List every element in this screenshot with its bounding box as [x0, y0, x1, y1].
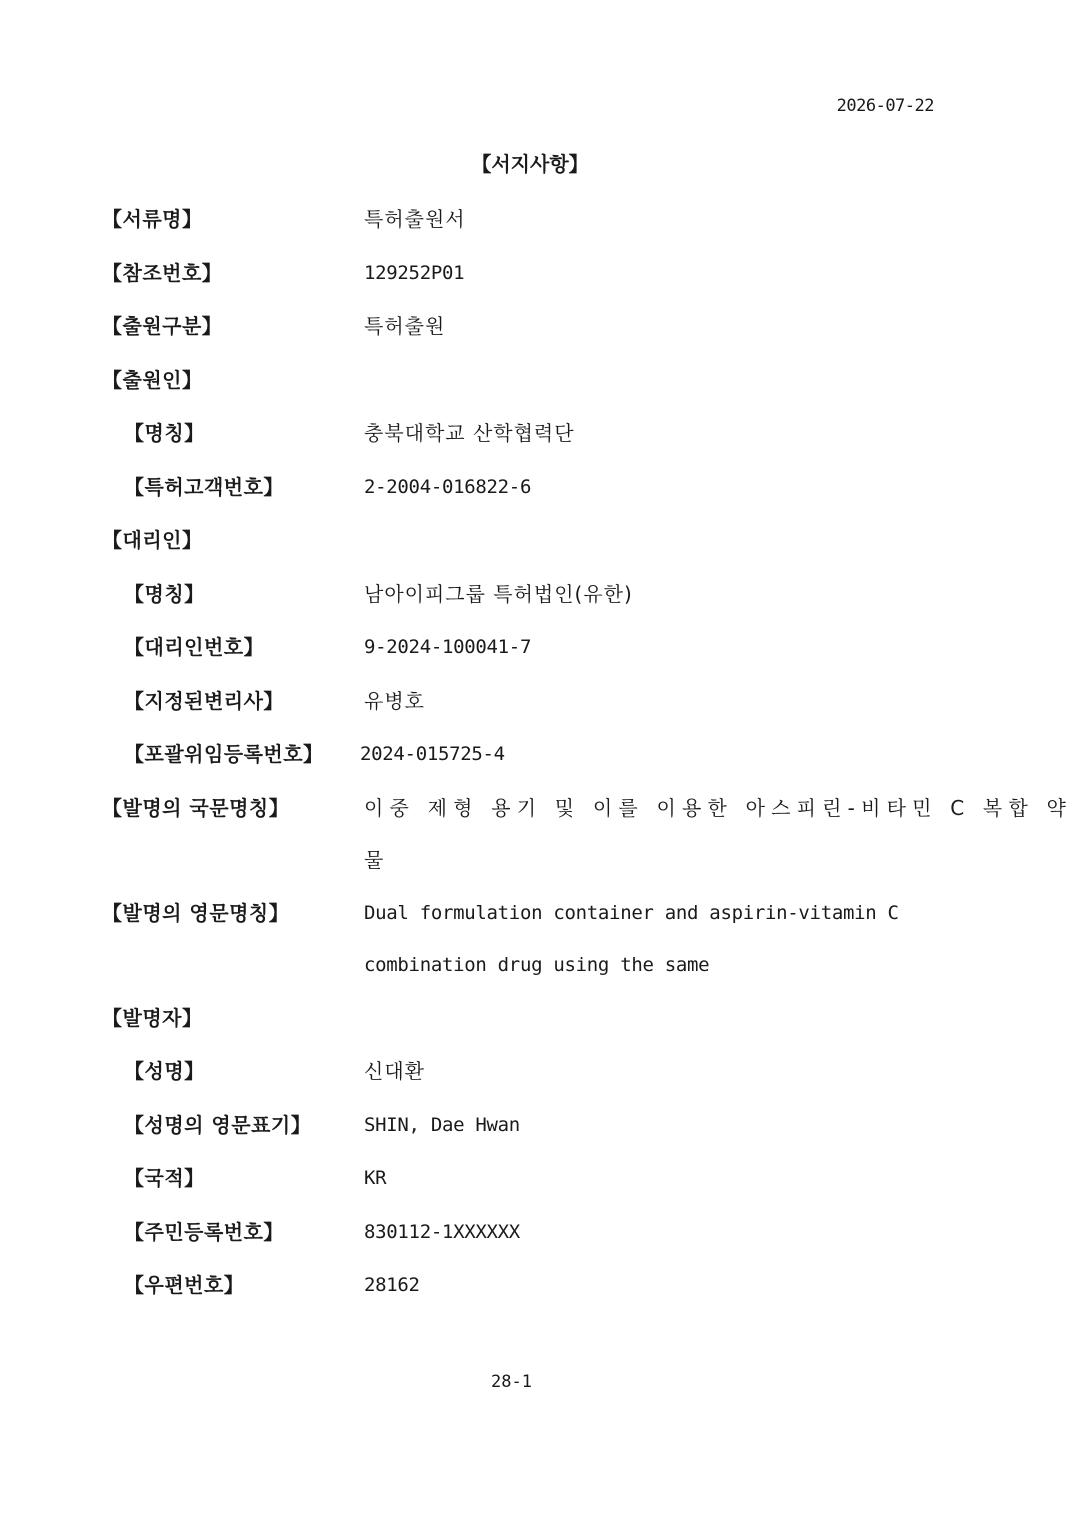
field-value-line2: 물	[364, 848, 385, 872]
field-value-line1: 이중 제형 용기 및 이를 이용한 아스피린-비타민 C 복합 약	[364, 796, 1073, 820]
field-value-line2: combination drug using the same	[364, 954, 710, 976]
document-date: 2026-07-22	[836, 96, 934, 116]
field-label: 【우편번호】	[124, 1273, 245, 1297]
field-value: KR	[364, 1167, 387, 1189]
field-value: 특허출원서	[364, 207, 466, 231]
field-label: 【성명의 영문표기】	[124, 1113, 312, 1137]
field-label: 【주민등록번호】	[124, 1220, 284, 1244]
field-label: 【지정된변리사】	[124, 689, 284, 713]
field-value: SHIN, Dae Hwan	[364, 1114, 520, 1136]
section-label: 【대리인】	[102, 528, 203, 552]
field-label: 【서류명】	[102, 207, 203, 231]
field-value: 충북대학교 산학협력단	[364, 421, 575, 445]
section-label: 【출원인】	[102, 368, 203, 392]
field-label: 【국적】	[124, 1166, 205, 1190]
field-value: 28162	[364, 1274, 420, 1296]
page-number: 28-1	[491, 1372, 532, 1392]
field-label: 【출원구분】	[102, 314, 223, 338]
field-label: 【포괄위임등록번호】	[124, 742, 324, 766]
field-label: 【성명】	[124, 1059, 205, 1083]
section-label: 【발명자】	[102, 1006, 203, 1030]
field-value: 유병호	[364, 689, 425, 713]
field-value: 9-2024-100041-7	[364, 636, 532, 658]
field-value: 830112-1XXXXXX	[364, 1221, 520, 1243]
field-value-line1: Dual formulation container and aspirin-vitamin C	[364, 902, 899, 924]
field-value: 신대환	[364, 1059, 425, 1083]
field-label: 【대리인번호】	[124, 635, 265, 659]
field-value: 2-2004-016822-6	[364, 476, 532, 498]
field-value: 129252P01	[364, 262, 465, 284]
field-label: 【발명의 국문명칭】	[102, 796, 290, 820]
document-title: 【서지사항】	[471, 152, 589, 176]
field-label: 【발명의 영문명칭】	[102, 901, 290, 925]
field-value: 특허출원	[364, 314, 446, 338]
field-value: 남아이피그룹 특허법인(유한)	[364, 582, 633, 606]
field-label: 【참조번호】	[102, 261, 223, 285]
field-label: 【명칭】	[124, 421, 205, 445]
field-label: 【특허고객번호】	[124, 475, 284, 499]
field-label: 【명칭】	[124, 582, 205, 606]
field-value: 2024-015725-4	[360, 743, 505, 765]
